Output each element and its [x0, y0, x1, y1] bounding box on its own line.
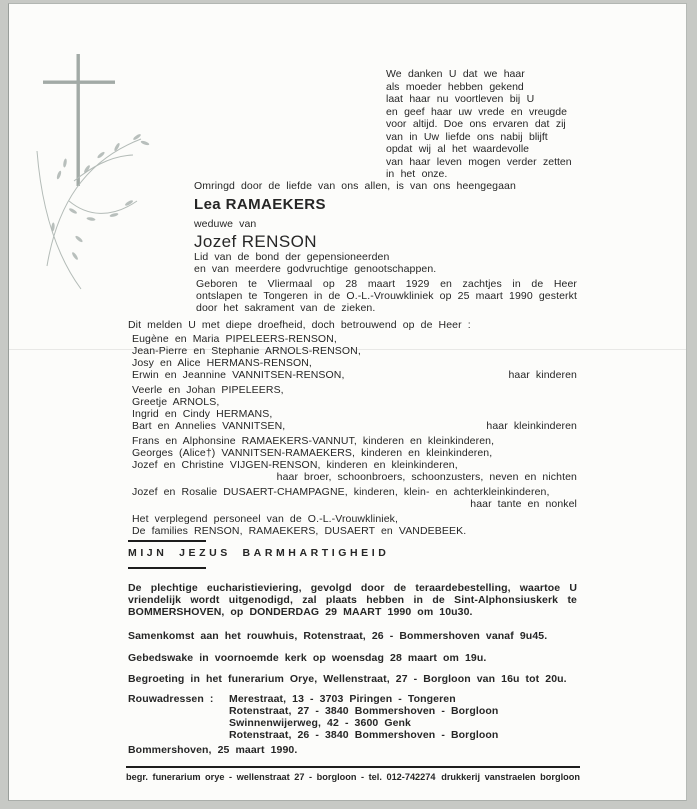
closing-line: De families RENSON, RAMAEKERS, DUSAERT en VANDEBEEK. — [132, 525, 467, 537]
footer-rule — [126, 766, 580, 768]
family-member-line: Eugène en Maria PIPELEERS-RENSON, — [132, 333, 337, 345]
cross-vertical-bar — [77, 54, 80, 186]
relation-tag: haar tante en nonkel — [470, 498, 577, 510]
intro-line: Omringd door de liefde van ons allen, is van ons heengegaan — [194, 180, 516, 192]
card-fold-line — [9, 349, 686, 350]
motto-rule-bottom — [128, 567, 206, 569]
membership-lines — [194, 251, 436, 275]
branch-stem — [74, 155, 133, 181]
poem-line: in het onze. — [386, 168, 448, 180]
relation-tag: haar kleinkinderen — [486, 420, 577, 432]
family-member-line: Veerle en Johan PIPELEERS, — [132, 384, 284, 396]
address-line: Merestraat, 13 - 3703 Piringen - Tongeren — [229, 693, 456, 705]
service-paragraph: De plechtige eucharistieviering, gevolgd door de teraardebestelling, waartoe U vriendelijk wordt uitgenodigd, zal plaats hebben in de Sint-Alphonsiuskerk te BOMMERSHOVEN, op DONDERDAG 29 MAART 1990 om 10u30. — [128, 582, 577, 618]
family-member-line: Erwin en Jeannine VANNITSEN-RENSON, — [132, 369, 345, 381]
closing-line: Het verplegend personeel van de O.-L.-Vrouwkliniek, — [132, 513, 399, 525]
family-member-line: Georges (Alice†) VANNITSEN-RAMAEKERS, kinderen en kleinkinderen, — [132, 447, 493, 459]
family-member-line: Bart en Annelies VANNITSEN, — [132, 420, 286, 432]
biography-paragraph: Geboren te Vliermaal op 28 maart 1929 en zachtjes in de Heer ontslapen te Tongeren in de O.-L.-Vrouwkliniek op 25 maart 1990 gesterkt door het sakrament van de zieken. — [196, 278, 577, 314]
footer — [126, 772, 580, 782]
poem-line: van in Uw liefde ons nabij blijft — [386, 130, 548, 143]
family-member-line: Jozef en Rosalie DUSAERT-CHAMPAGNE, kinderen, klein- en achterkleinkinderen, — [132, 486, 550, 498]
poem-line: als moeder hebben gekend — [386, 80, 524, 93]
family-group-aunt-uncle — [132, 486, 577, 510]
announcement-line: Dit melden U met diepe droefheid, doch betrouwend op de Heer : — [128, 319, 471, 331]
address-line: Swinnenwijerweg, 42 - 3600 Genk — [229, 717, 411, 729]
family-member-line: Josy en Alice HERMANS-RENSON, — [132, 357, 312, 369]
vigil-line: Gebedswake in voornoemde kerk op woensdag 28 maart om 19u. — [128, 652, 487, 664]
relation-label: weduwe van — [194, 218, 257, 230]
membership-line: en van meerdere godvruchtige genootschappen. — [194, 263, 437, 275]
opening-poem — [386, 68, 572, 181]
mourning-addresses-label: Rouwadressen : — [128, 693, 214, 705]
relation-tag: haar kinderen — [508, 369, 577, 381]
motto-line: MIJN JEZUS BARMHARTIGHEID — [128, 547, 390, 559]
family-list — [132, 333, 577, 537]
footer-funeral-home: begr. funerarium orye - wellenstraat 27 - borgloon - tel. 012-742274 — [126, 772, 436, 782]
place-date-line: Bommershoven, 25 maart 1990. — [128, 744, 298, 756]
poem-line: van haar leven mogen verder zetten — [386, 155, 572, 168]
cross-horizontal-bar — [43, 81, 115, 84]
poem-line: laat haar nu voortleven bij U — [386, 93, 535, 105]
address-line: Rotenstraat, 27 - 3840 Bommershoven - Borgloon — [229, 705, 499, 717]
poem-line: opdat wij al het waardevolle — [386, 143, 529, 155]
family-member-line: Frans en Alphonsine RAMAEKERS-VANNUT, kinderen en kleinkinderen, — [132, 435, 495, 447]
memorial-card — [8, 3, 687, 801]
motto-rule-top — [128, 540, 206, 542]
closing-lines — [132, 513, 577, 537]
mourning-addresses-list — [229, 693, 498, 741]
family-member-line: Jozef en Christine VIJGEN-RENSON, kinderen en kleinkinderen, — [132, 459, 458, 471]
family-group-siblings — [132, 435, 577, 483]
mourning-addresses — [128, 693, 577, 741]
branch-leaves — [51, 133, 150, 260]
family-group-grandchildren — [132, 384, 577, 432]
poem-line: We danken U dat we haar — [386, 68, 525, 80]
membership-line: Lid van de bond der gepensioneerden — [194, 251, 390, 263]
footer-printer: drukkerij vanstraelen borgloon — [441, 772, 580, 782]
relation-tag: haar broer, schoonbroers, schoonzusters, neven en nichten — [276, 471, 577, 483]
visitation-line: Begroeting in het funerarium Orye, Wellenstraat, 27 - Borgloon van 16u tot 20u. — [128, 673, 567, 685]
gathering-line: Samenkomst aan het rouwhuis, Rotenstraat, 26 - Bommershoven vanaf 9u45. — [128, 630, 548, 642]
family-group-children — [132, 333, 577, 381]
deceased-name: Lea RAMAEKERS — [194, 196, 326, 213]
family-member-line: Jean-Pierre en Stephanie ARNOLS-RENSON, — [132, 345, 361, 357]
poem-line: en geef haar uw vrede en vreugde — [386, 105, 567, 118]
address-line: Rotenstraat, 26 - 3840 Bommershoven - Borgloon — [229, 729, 499, 741]
cross-with-branch-icon — [29, 51, 199, 311]
poem-line: voor altijd. Doe ons ervaren dat zij — [386, 118, 566, 130]
spouse-name: Jozef RENSON — [194, 232, 317, 251]
family-member-line: Greetje ARNOLS, — [132, 396, 220, 408]
family-member-line: Ingrid en Cindy HERMANS, — [132, 408, 273, 420]
